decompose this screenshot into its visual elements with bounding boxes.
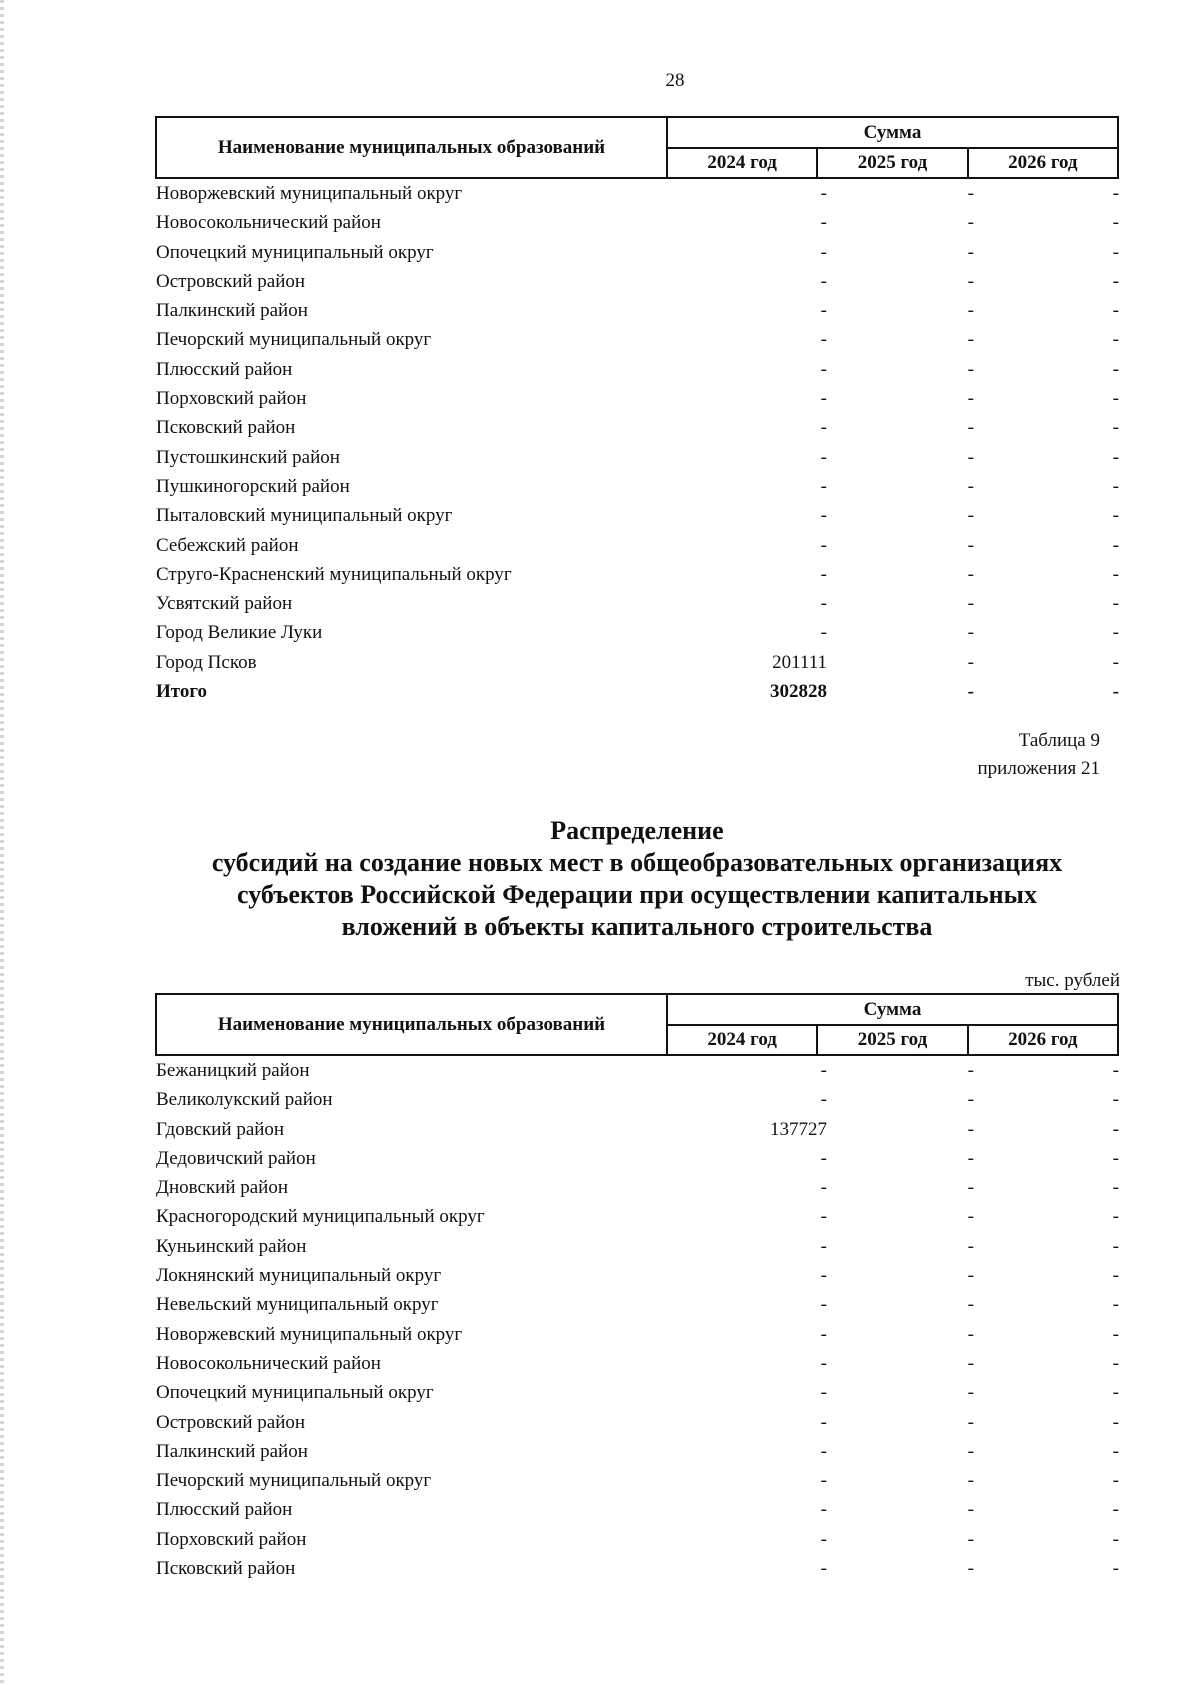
table-row xyxy=(155,1378,1119,1407)
header-name-column: Наименование муниципальных образований xyxy=(157,118,668,177)
header-sum-column: Сумма xyxy=(668,118,1117,149)
table-row xyxy=(155,1173,1119,1202)
value-2024: 137727 xyxy=(770,1118,827,1140)
value-2024: - xyxy=(820,212,827,234)
municipality-name: Псковский район xyxy=(156,417,296,439)
table-row xyxy=(155,355,1119,384)
value-2026: - xyxy=(1112,1177,1119,1199)
municipality-name: Локнянский муниципальный округ xyxy=(156,1265,442,1287)
value-2024: - xyxy=(820,505,827,527)
table-row xyxy=(155,1408,1119,1437)
value-2024: - xyxy=(820,534,827,556)
table-row xyxy=(155,267,1119,296)
value-2026: - xyxy=(1112,1323,1119,1345)
municipality-name: Себежский район xyxy=(156,534,299,556)
value-2025: - xyxy=(967,1089,974,1111)
value-2024: - xyxy=(820,622,827,644)
document-title xyxy=(155,815,1119,943)
municipality-name: Красногородский муниципальный округ xyxy=(156,1206,485,1228)
value-2026: - xyxy=(1112,534,1119,556)
table-row xyxy=(155,1144,1119,1173)
title-line-1: Распределение xyxy=(550,816,724,845)
value-2026: - xyxy=(1112,1411,1119,1433)
value-2026: - xyxy=(1112,505,1119,527)
table-reference-number: Таблица 9 xyxy=(1018,730,1100,751)
municipality-name: Пустошкинский район xyxy=(156,446,340,468)
value-2026: - xyxy=(1112,593,1119,615)
municipality-name: Итого xyxy=(156,681,208,703)
value-2024: - xyxy=(820,183,827,204)
municipality-name: Островский район xyxy=(156,1411,306,1433)
value-2025: - xyxy=(967,1411,974,1433)
value-2024: - xyxy=(820,1411,827,1433)
value-2024: - xyxy=(820,563,827,585)
table-reference-appendix: приложения 21 xyxy=(977,758,1100,779)
value-2026: - xyxy=(1112,417,1119,439)
value-2024: - xyxy=(820,417,827,439)
municipality-name: Город Псков xyxy=(156,651,257,673)
table-row xyxy=(155,179,1119,208)
value-2026: - xyxy=(1112,358,1119,380)
municipality-name: Струго-Красненский муниципальный округ xyxy=(156,563,512,585)
table-row xyxy=(155,618,1119,647)
value-2025: - xyxy=(967,475,974,497)
value-2024: - xyxy=(820,241,827,263)
value-2025: - xyxy=(967,1382,974,1404)
value-2024: - xyxy=(820,1323,827,1345)
table-row xyxy=(155,1349,1119,1378)
municipality-name: Печорский муниципальный округ xyxy=(156,1470,432,1492)
value-2026: - xyxy=(1112,681,1119,703)
value-2024: - xyxy=(820,1528,827,1550)
value-2026: - xyxy=(1112,1470,1119,1492)
title-line-4: вложений в объекты капитального строительства xyxy=(341,912,933,941)
table-2-header xyxy=(155,993,1119,1056)
value-2024: - xyxy=(820,1294,827,1316)
value-2026: - xyxy=(1112,1147,1119,1169)
header-year-2024: 2024 год xyxy=(707,1029,777,1050)
value-2026: - xyxy=(1112,1235,1119,1257)
table-row xyxy=(155,531,1119,560)
value-2024: - xyxy=(820,1235,827,1257)
table-row xyxy=(155,384,1119,413)
table-2-body xyxy=(155,1056,1119,1583)
title-line-3: субъектов Российской Федерации при осуществлении капитальных xyxy=(237,880,1037,909)
table-row xyxy=(155,1320,1119,1349)
value-2024: - xyxy=(820,475,827,497)
table-row xyxy=(155,238,1119,267)
municipality-name: Плюсский район xyxy=(156,1499,293,1521)
municipality-name: Усвятский район xyxy=(156,593,293,615)
value-2026: - xyxy=(1112,563,1119,585)
value-2025: - xyxy=(967,417,974,439)
value-2025: - xyxy=(967,622,974,644)
value-2024: - xyxy=(820,388,827,410)
value-2026: - xyxy=(1112,270,1119,292)
municipality-name: Дновский район xyxy=(156,1177,289,1199)
value-2024: 201111 xyxy=(772,651,827,673)
scan-edge xyxy=(0,0,4,1686)
value-2025: - xyxy=(967,241,974,263)
value-2026: - xyxy=(1112,1440,1119,1462)
municipality-name: Опочецкий муниципальный округ xyxy=(156,1382,434,1404)
value-2025: - xyxy=(967,329,974,351)
municipality-name: Порховский район xyxy=(156,1528,307,1550)
unit-label: тыс. рублей xyxy=(1025,970,1120,991)
municipality-name: Город Великие Луки xyxy=(156,622,323,644)
value-2026: - xyxy=(1112,300,1119,322)
table-row xyxy=(155,589,1119,618)
value-2025: - xyxy=(967,1206,974,1228)
table-row xyxy=(155,443,1119,472)
header-name-column: Наименование муниципальных образований xyxy=(157,995,668,1054)
table-row xyxy=(155,325,1119,354)
value-2024: - xyxy=(820,1382,827,1404)
value-2026: - xyxy=(1112,1206,1119,1228)
municipality-name: Псковский район xyxy=(156,1558,296,1580)
value-2024: - xyxy=(820,1558,827,1580)
value-2026: - xyxy=(1112,183,1119,204)
value-2026: - xyxy=(1112,1118,1119,1140)
table-row xyxy=(155,501,1119,530)
table-row xyxy=(155,413,1119,442)
header-years xyxy=(668,149,1117,177)
value-2025: - xyxy=(967,1235,974,1257)
value-2025: - xyxy=(967,1528,974,1550)
municipality-name: Пыталовский муниципальный округ xyxy=(156,505,453,527)
table-row xyxy=(155,1085,1119,1114)
municipality-name: Опочецкий муниципальный округ xyxy=(156,241,434,263)
municipality-name: Палкинский район xyxy=(156,1440,308,1462)
value-2024: - xyxy=(820,446,827,468)
value-2026: - xyxy=(1112,241,1119,263)
table-1-header xyxy=(155,116,1119,179)
value-2025: - xyxy=(967,1558,974,1580)
table-row xyxy=(155,208,1119,237)
value-2025: - xyxy=(967,505,974,527)
municipality-name: Великолукский район xyxy=(156,1089,333,1111)
value-2026: - xyxy=(1112,651,1119,673)
value-2026: - xyxy=(1112,212,1119,234)
value-2025: - xyxy=(967,563,974,585)
municipality-name: Новоржевский муниципальный округ xyxy=(156,183,463,204)
header-year-2024: 2024 год xyxy=(707,152,777,173)
value-2026: - xyxy=(1112,1382,1119,1404)
value-2025: - xyxy=(967,1470,974,1492)
value-2025: - xyxy=(967,1265,974,1287)
value-2025: - xyxy=(967,1060,974,1081)
header-year-2025: 2025 год xyxy=(816,149,966,177)
table-row xyxy=(155,1525,1119,1554)
municipality-name: Пушкиногорский район xyxy=(156,475,350,497)
table-total-row xyxy=(155,677,1119,706)
municipality-name: Бежаницкий район xyxy=(156,1060,310,1081)
municipality-name: Палкинский район xyxy=(156,300,308,322)
value-2025: - xyxy=(967,1323,974,1345)
value-2024: - xyxy=(820,1060,827,1081)
value-2025: - xyxy=(967,534,974,556)
table-row xyxy=(155,560,1119,589)
municipality-name: Новосокольнический район xyxy=(156,1352,381,1374)
value-2025: - xyxy=(967,300,974,322)
table-row xyxy=(155,1056,1119,1085)
value-2026: - xyxy=(1112,1089,1119,1111)
value-2025: - xyxy=(967,1147,974,1169)
header-year-2026: 2026 год xyxy=(967,149,1117,177)
table-row xyxy=(155,296,1119,325)
municipality-name: Плюсский район xyxy=(156,358,293,380)
header-years xyxy=(668,1026,1117,1054)
value-2024: - xyxy=(820,1499,827,1521)
table-row xyxy=(155,1202,1119,1231)
value-2024: 302828 xyxy=(770,681,827,703)
value-2026: - xyxy=(1112,388,1119,410)
value-2026: - xyxy=(1112,1060,1119,1081)
table-row xyxy=(155,1495,1119,1524)
value-2024: - xyxy=(820,593,827,615)
value-2025: - xyxy=(967,1294,974,1316)
value-2025: - xyxy=(967,1177,974,1199)
municipality-name: Куньинский район xyxy=(156,1235,307,1257)
header-year-2026: 2026 год xyxy=(967,1026,1117,1054)
table-row xyxy=(155,472,1119,501)
value-2025: - xyxy=(967,1352,974,1374)
table-2 xyxy=(155,993,1119,1583)
value-2026: - xyxy=(1112,329,1119,351)
value-2025: - xyxy=(967,1440,974,1462)
table-row xyxy=(155,1261,1119,1290)
municipality-name: Новосокольнический район xyxy=(156,212,381,234)
municipality-name: Островский район xyxy=(156,270,306,292)
value-2024: - xyxy=(820,1089,827,1111)
value-2026: - xyxy=(1112,1528,1119,1550)
value-2026: - xyxy=(1112,1352,1119,1374)
value-2024: - xyxy=(820,329,827,351)
municipality-name: Невельский муниципальный округ xyxy=(156,1294,439,1316)
header-sum-column: Сумма xyxy=(668,995,1117,1026)
value-2026: - xyxy=(1112,1294,1119,1316)
header-year-2025: 2025 год xyxy=(816,1026,966,1054)
value-2025: - xyxy=(967,388,974,410)
table-row xyxy=(155,1115,1119,1144)
value-2025: - xyxy=(967,651,974,673)
table-row xyxy=(155,1554,1119,1583)
table-reference xyxy=(978,727,1100,783)
value-2024: - xyxy=(820,1265,827,1287)
value-2026: - xyxy=(1112,1558,1119,1580)
value-2024: - xyxy=(820,1440,827,1462)
municipality-name: Печорский муниципальный округ xyxy=(156,329,432,351)
value-2025: - xyxy=(967,212,974,234)
value-2026: - xyxy=(1112,446,1119,468)
value-2024: - xyxy=(820,1352,827,1374)
table-row xyxy=(155,1290,1119,1319)
value-2025: - xyxy=(967,183,974,204)
value-2026: - xyxy=(1112,1265,1119,1287)
value-2025: - xyxy=(967,1499,974,1521)
value-2025: - xyxy=(967,681,974,703)
value-2025: - xyxy=(967,1118,974,1140)
value-2024: - xyxy=(820,358,827,380)
title-line-2: субсидий на создание новых мест в общеобразовательных организациях xyxy=(211,848,1063,877)
table-row xyxy=(155,1466,1119,1495)
value-2024: - xyxy=(820,1470,827,1492)
value-2024: - xyxy=(820,1206,827,1228)
value-2024: - xyxy=(820,300,827,322)
value-2026: - xyxy=(1112,475,1119,497)
value-2024: - xyxy=(820,270,827,292)
value-2024: - xyxy=(820,1147,827,1169)
page-number: 28 xyxy=(665,70,685,91)
municipality-name: Новоржевский муниципальный округ xyxy=(156,1323,463,1345)
value-2024: - xyxy=(820,1177,827,1199)
value-2025: - xyxy=(967,270,974,292)
value-2025: - xyxy=(967,358,974,380)
value-2025: - xyxy=(967,593,974,615)
value-2025: - xyxy=(967,446,974,468)
table-row xyxy=(155,1437,1119,1466)
table-row xyxy=(155,1232,1119,1261)
municipality-name: Гдовский район xyxy=(156,1118,285,1140)
table-1-body xyxy=(155,179,1119,706)
table-row xyxy=(155,648,1119,677)
municipality-name: Порховский район xyxy=(156,388,307,410)
value-2026: - xyxy=(1112,622,1119,644)
table-1 xyxy=(155,116,1119,706)
value-2026: - xyxy=(1112,1499,1119,1521)
municipality-name: Дедовичский район xyxy=(156,1147,316,1169)
